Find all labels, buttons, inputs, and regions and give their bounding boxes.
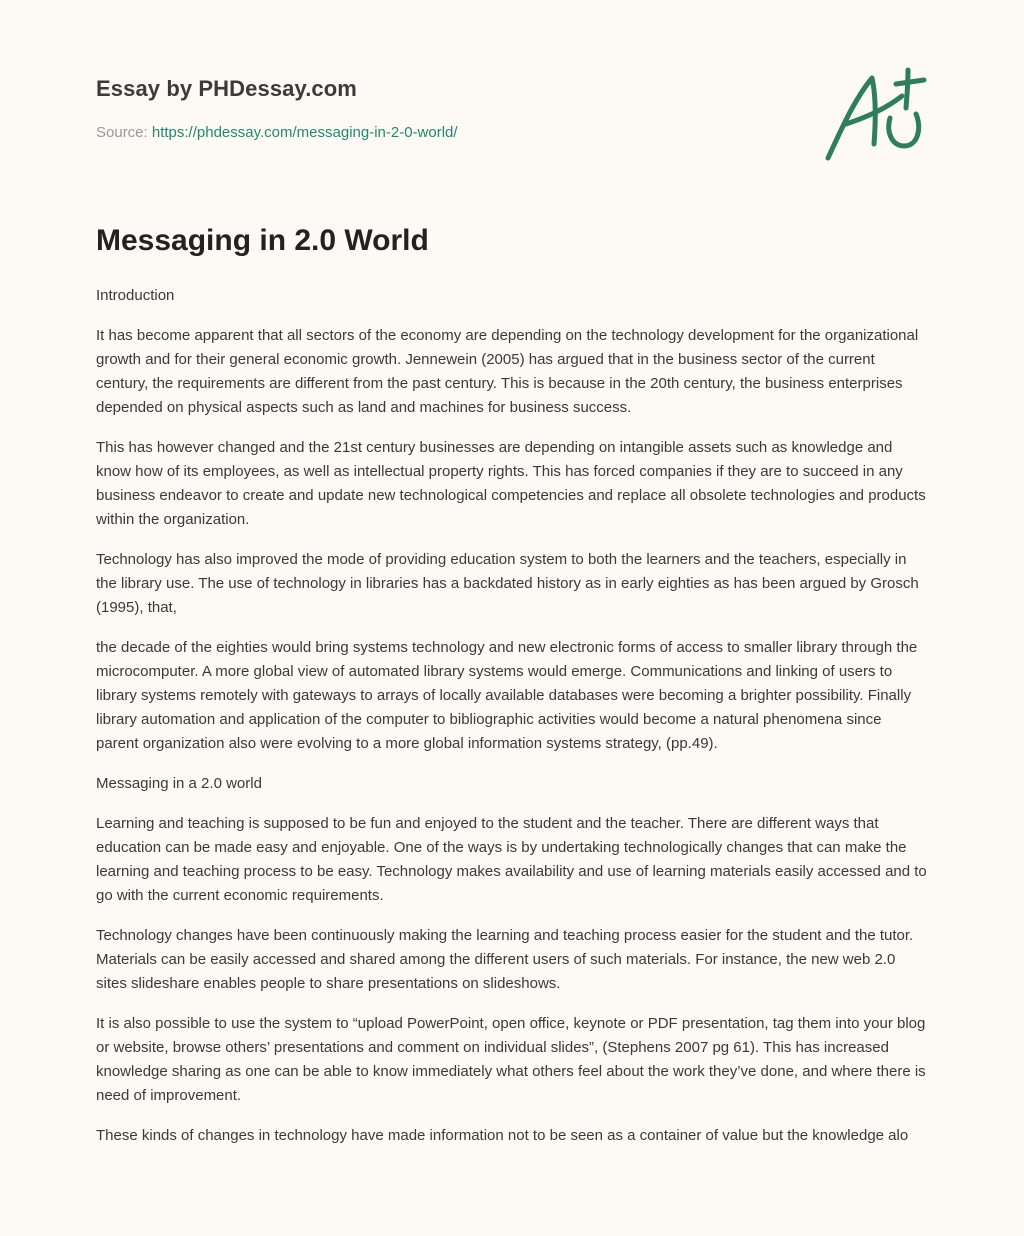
site-brand: Essay by PHDessay.com (96, 76, 357, 101)
essay-paragraph: Learning and teaching is supposed to be fun and enjoyed to the student and the teacher. There are different ways that education can be made easy and enjoyable. One of the ways is by undertaking technologically changes that can make the learning and teaching process to be easy. Technology makes availability and use of learning materials easily accessed and to go with the current economic requirements. (96, 815, 927, 904)
essay-paragraph: Messaging in a 2.0 world (96, 775, 262, 792)
a-plus-logo-icon (820, 66, 930, 166)
essay-body (96, 284, 928, 1164)
source-line (96, 124, 458, 141)
essay-paragraph: It has become apparent that all sectors of the economy are depending on the technology development for the organizational growth and for their general economic growth. Jennewein (2005) has argued that in the business sector of the current century, the requirements are different from the past century. This is because in the 20th century, the business enterprises depended on physical aspects such as land and machines for business success. (96, 327, 919, 416)
essay-paragraph: Technology changes have been continuously making the learning and teaching process easier for the student and the tutor. Materials can be easily accessed and shared among the different users of such materials. For instance, the new web 2.0 sites slideshare enables people to share presentations on slideshows. (96, 927, 914, 992)
essay-paragraph: This has however changed and the 21st century businesses are depending on intangible assets such as knowledge and know how of its employees, as well as intellectual property rights. This has forced companies if they are to succeed in any business endeavor to create and update new technological competencies and replace all obsolete technologies and products within the organization. (96, 439, 926, 528)
essay-title: Messaging in 2.0 World (96, 224, 429, 257)
essay-paragraph: the decade of the eighties would bring systems technology and new electronic forms of access to smaller library through the microcomputer. A more global view of automated library systems would emerge. Communications and linking of users to library systems remotely with gateways to arrays of locally available databases were becoming a brighter possibility. Finally library automation and application of the computer to bibliographic activities would become a natural phenomena since parent organization also were evolving to a more global information systems strategy, (pp.49). (96, 639, 918, 752)
source-label: Source: (96, 124, 148, 141)
essay-paragraph: Technology has also improved the mode of providing education system to both the learners and the teachers, especially in the library use. The use of technology in libraries has a backdated history as in early eighties as has been argued by Grosch (1995), that, (96, 551, 919, 616)
essay-paragraph: Introduction (96, 287, 175, 304)
source-link[interactable]: https://phdessay.com/messaging-in-2-0-world/ (151, 124, 458, 141)
essay-paragraph: These kinds of changes in technology have made information not to be seen as a container of value but the knowledge alo (96, 1127, 909, 1144)
essay-paragraph: It is also possible to use the system to “upload PowerPoint, open office, keynote or PDF presentation, tag them into your blog or website, browse others’ presentations and comment on individual slides”, (Stephens 2007 pg 61). This has increased knowledge sharing as one can be able to know immediately what others feel about the work they’ve done, and where there is need of improvement. (96, 1015, 926, 1104)
